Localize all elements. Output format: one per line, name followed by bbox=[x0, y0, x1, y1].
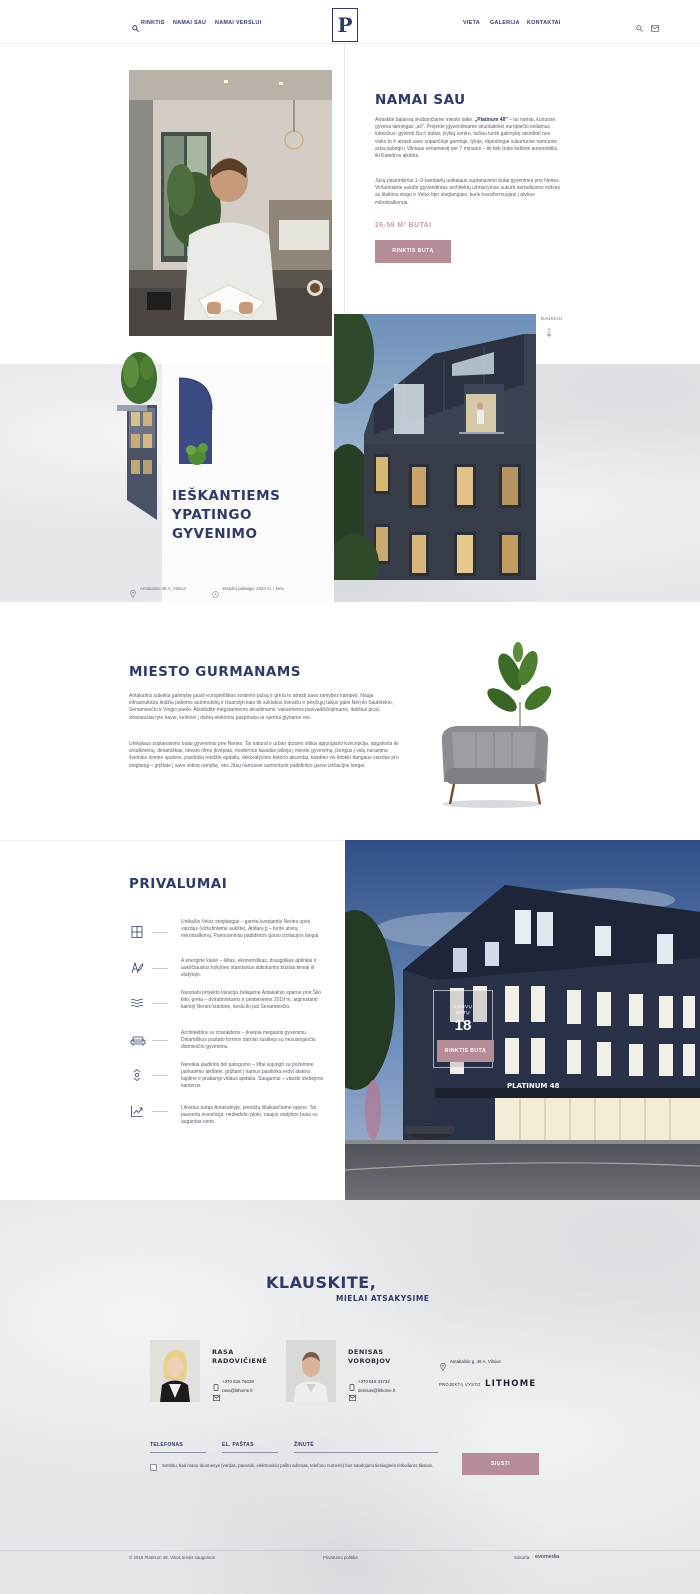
intro-paragraph-1 bbox=[375, 117, 561, 160]
search-icon[interactable] bbox=[132, 19, 139, 26]
arrow-down-icon[interactable] bbox=[546, 324, 552, 333]
location-pin-icon bbox=[440, 1358, 446, 1366]
contact-first-name: RASA bbox=[212, 1348, 234, 1356]
hero-address: Antakalnio 48 A, Vilnius bbox=[140, 586, 186, 591]
intro-p1-text: Atraskite balansą skubančiame miesto laike. bbox=[375, 117, 475, 123]
logo[interactable] bbox=[332, 8, 358, 42]
feature-line bbox=[152, 932, 168, 933]
contact-first-name: DENISAS bbox=[348, 1348, 384, 1356]
clock-icon bbox=[212, 585, 219, 592]
submit-button[interactable]: SIŲSTI bbox=[462, 1453, 539, 1475]
free-label-line-2: BUTŲ bbox=[456, 1010, 470, 1015]
contact-email[interactable]: denisas@lithome.lt bbox=[358, 1388, 396, 1393]
free-apartments-count: 18 bbox=[454, 1017, 472, 1034]
contact-last-name: VOROBJOV bbox=[348, 1357, 391, 1365]
search-icon[interactable] bbox=[636, 19, 643, 26]
mail-icon[interactable] bbox=[651, 19, 659, 26]
avatar bbox=[150, 1340, 200, 1402]
footer-made-by[interactable]: evomedia bbox=[535, 1554, 560, 1560]
footer-copyright: © 2018 Platinum 48. Visos teisės saugomos bbox=[129, 1555, 215, 1560]
sofa-icon bbox=[130, 1034, 144, 1048]
section-title-namai-sau: NAMAI SAU bbox=[375, 92, 466, 108]
feature-text-2: A energinė klasė – šiltas, ekonomiškas, draugiškas aplinkai ir aukščiausius kokybės standartus atitinkantis būstas tiesiai iš statytojo. bbox=[181, 958, 317, 979]
footer-privacy-link[interactable]: Privatumo politika bbox=[323, 1555, 358, 1560]
nav-item-namai-sau[interactable]: NAMAI SAU bbox=[173, 20, 207, 26]
contact-name bbox=[212, 1348, 267, 1366]
free-label-line-1: LAISVŲ bbox=[453, 1004, 473, 1009]
message-field[interactable] bbox=[294, 1452, 438, 1453]
email-field[interactable] bbox=[222, 1452, 278, 1453]
nav-item-rinktis[interactable]: RINKTIS bbox=[141, 20, 165, 26]
feature-text-6: Likvidus turtas Antakalnyje, prestižą išlaikančiame rajone. Tai pasverta investicija: nediedelio ploto, naujos statybos butai su auganbia verte. bbox=[181, 1105, 318, 1126]
building-photo bbox=[334, 314, 536, 580]
armchair-image bbox=[432, 642, 558, 810]
interior-photo bbox=[129, 70, 332, 336]
phone-field-label: TELEFONAS bbox=[150, 1442, 183, 1448]
feature-line bbox=[152, 968, 168, 969]
gourmet-paragraph-2: Unikalaus suplanavimo butai gyvenimui prie Neries. Tai natural ir urban dizaino stilius apjungianti koncepcija, apgalvota iki smulkmenų: dinamiškas, miesto ritmo įkvėptas, modernus fasadas įsilieja į miesto gyvenimą, įžengus į vidų nuramina švelnios žemės spalvos, pastinkia medžio apdaila, dekoratyvinio betono akcentai, kasdien vis kitokio dangaus vaizdas pro stoglangį – grįžtate į savo vidinę ramybę, nes Jūsų namuose sumontuoti padidintos garso izoliacijos langai. bbox=[129, 741, 399, 769]
feature-line bbox=[152, 1075, 168, 1076]
building-sign: PLATINUM 48 bbox=[507, 1082, 560, 1090]
email-field-label: EL. PAŠTAS bbox=[222, 1442, 254, 1448]
apartment-size-label: 26-59 M² BUTAI bbox=[375, 222, 432, 229]
choose-apartment-button[interactable]: RINKTIS BUTĄ bbox=[375, 240, 451, 263]
scroll-more-label[interactable]: DAUGIAU bbox=[541, 316, 563, 321]
location-pin-icon bbox=[130, 585, 136, 593]
consent-checkbox[interactable] bbox=[150, 1464, 157, 1471]
free-apartments-label bbox=[433, 1004, 493, 1016]
developer-label: PROJEKTĄ VYSTO bbox=[439, 1382, 481, 1387]
chart-icon bbox=[130, 1104, 144, 1118]
section-title-gourmet: MIESTO GURMANAMS bbox=[129, 664, 302, 680]
gourmet-paragraph-1: Antakalnis suteikia galimybę jausti europietiškos sostinės pulsą ir greta to atrasti savo ramybės kampelį. Nauja infrastruktūra leidžia patiems automobilių ir išsandyti kaip tik suklukus dviračiu ir pėsčiųjų takus palei Nerį iki Saulėtekio, Senamiesčio ir Vingio parko. Atsidūdite mėgstamiems atradimams: vakarinėms pasivaikščiojimams, itališkai picai, skaniausiai ryto kavai, kelionei į darbą elektriniu paspirtuku ar sportui glyname ore. bbox=[129, 693, 394, 721]
nav-item-kontaktai[interactable]: KONTAKTAI bbox=[527, 20, 561, 26]
developer-logo[interactable]: LITHOME bbox=[485, 1379, 537, 1389]
hero-title bbox=[172, 487, 280, 544]
feature-line bbox=[152, 1003, 168, 1004]
mail-icon bbox=[349, 1388, 356, 1394]
consent-text: Sutinku, kad mano duomenys (vardas, pavardė, elektroninio pašto adresas, telefono numeris) bus naudojami tiesioginės rinkodaros tikslais. bbox=[162, 1463, 434, 1468]
divider-line bbox=[0, 840, 345, 841]
nav-item-vieta[interactable]: VIETA bbox=[463, 20, 480, 26]
feature-text-4: Architektūra su charakteriu – įkvepia mėgautis gyvenimu. Dinamiškos pastato formos darniai susilieja su nesustojančiu didmiesčio gyvenimu. bbox=[181, 1030, 316, 1051]
hero-title-line-3: GYVENIMO bbox=[172, 526, 258, 542]
feature-line bbox=[152, 1111, 168, 1112]
contact-phone[interactable]: +370 618 33732 bbox=[358, 1379, 390, 1384]
footer-made-by-label: Sukurta: bbox=[514, 1555, 531, 1560]
message-field-label: ŽINUTĖ bbox=[294, 1442, 314, 1448]
nav-item-namai-verslui[interactable]: NAMAI VERSLUI bbox=[215, 20, 262, 26]
window-icon bbox=[130, 925, 144, 939]
feature-text-1: Unikalūs Velux stoglangiai – gamta kvepiantis Neries upės vaizdas (viršutiniame aukšte). Atidarę jį – turite atvirą mikrobalkoną. Panoraminiai padidintos garso izoliacijos langai. bbox=[181, 919, 320, 940]
choose-apartment-button[interactable]: RINKTIS BUTĄ bbox=[437, 1040, 494, 1062]
hero-title-line-2: YPATINGO bbox=[172, 507, 252, 523]
section-title-features: PRIVALUMAI bbox=[129, 876, 228, 892]
logo-letter: P bbox=[337, 13, 353, 37]
footer-divider bbox=[0, 1550, 700, 1551]
phone-icon bbox=[213, 1378, 219, 1385]
contact-last-name: RADOVIČIENĖ bbox=[212, 1357, 268, 1365]
nav-item-galerija[interactable]: GALERIJA bbox=[490, 20, 520, 26]
contact-title: KLAUSKITE, bbox=[266, 1273, 377, 1292]
hero-completion-date: Statybų pabaiga: 2020 m. I ketv. bbox=[222, 586, 285, 591]
building-night-photo bbox=[345, 840, 700, 1200]
feature-text-3: Nuostabi projekto lokacija žaliajame Antakalnio sparne prie Šilo tilto, greta – dviratininkams ir pėstiesiems 2019 m. atgimstanti kairioji Neries krantinė, tiesiu iki pat Senamiesčio. bbox=[181, 990, 322, 1011]
energy-class-icon bbox=[130, 961, 144, 975]
contact-phone[interactable]: +370 626 76029 bbox=[222, 1379, 254, 1384]
parking-icon bbox=[130, 1068, 144, 1082]
intro-p1-bold: „Platinum 48" bbox=[474, 117, 508, 123]
contact-name bbox=[348, 1348, 391, 1366]
header bbox=[0, 0, 700, 44]
intro-p1-text-rest: – tai namai, kuriuose gyvena laimingas „aš". Projekte įgyvendiname skuolaikinio europiečio keliamus lūkesčius: gyventi čia ir dabar, įvykių centre, tačiau turėti galimybę atsiriboti nuo visko to ir atrasti save supančioje gamtoje, tyloje, rūpestingai sukurtuose namuose arba pabėgti į Vilniaus senamiestį per 7 minutes – tik tiek truks kelionė automobiliu iki Katedros aikštės. bbox=[375, 117, 558, 160]
contact-subtitle: MIELAI ATSAKYSIME bbox=[336, 1294, 430, 1303]
contact-address: Antakalnio g. 48 A, Vilnius bbox=[450, 1359, 501, 1364]
hero-title-line-1: IEŠKANTIEMS bbox=[172, 488, 281, 504]
contact-email[interactable]: rasa@lithome.lt bbox=[222, 1388, 253, 1393]
phone-icon bbox=[349, 1378, 355, 1385]
avatar bbox=[286, 1340, 336, 1402]
phone-field[interactable] bbox=[150, 1452, 206, 1453]
mail-icon bbox=[213, 1388, 220, 1394]
feature-line bbox=[152, 1040, 168, 1041]
intro-paragraph-2: Jūsų pasirinkimui 1–3 kambarių unikalaus suplanavimo butai gyvenimui prie Neries. Viršutiniame aukšte įgyvendintas architektų užmanymas sukurti netradicines erdves su šlaitiniu stogu ir Velux tipo stoglangiais, kurie transformuojasi į atvirus mikrobalkonus. bbox=[375, 178, 561, 206]
divider-line bbox=[344, 44, 345, 314]
river-icon bbox=[130, 996, 144, 1010]
feature-text-5: Nereikia jaudintis dėl patogumo – liftai sujungti su požemine parkavimo aikštele, grįžtant į namus pasitinka erdvi atskira laiptinė ir prabangi vidaus apdaila. Saugumui – vaizdo stebėjimo kameros. bbox=[181, 1062, 324, 1090]
